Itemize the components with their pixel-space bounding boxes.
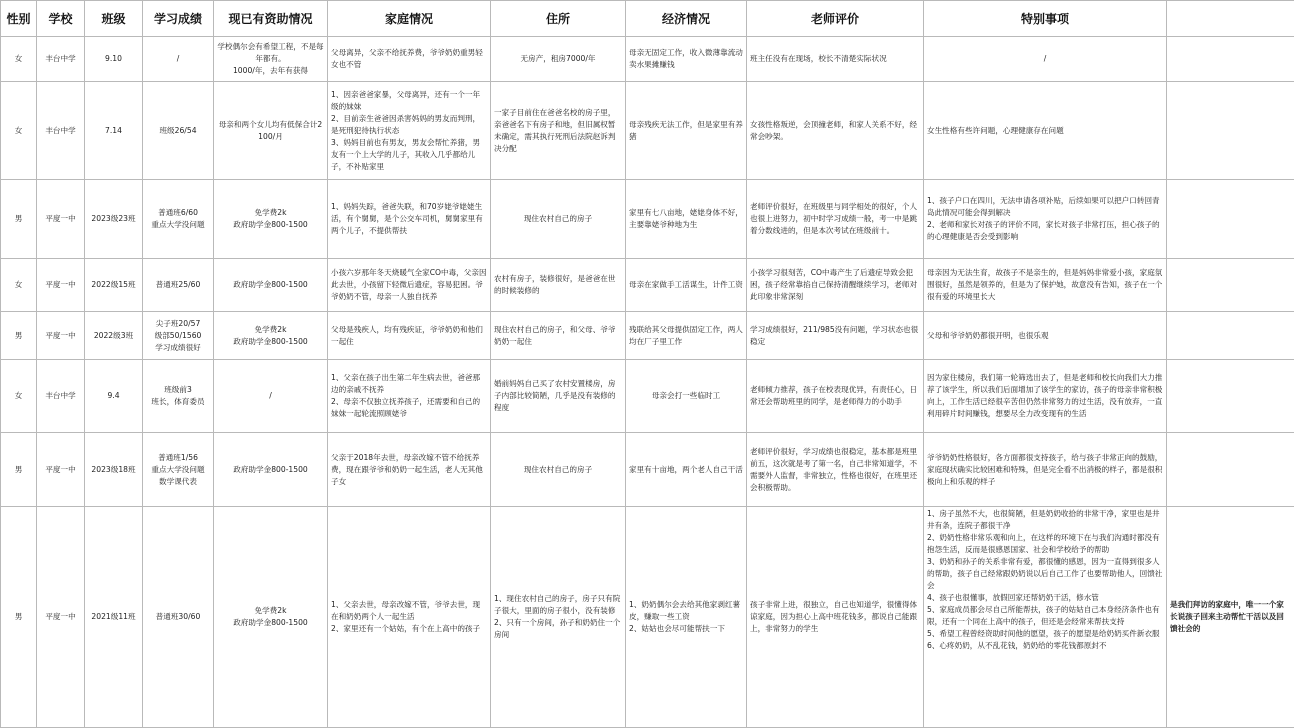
cell-residence[interactable]: 婚前妈妈自己买了农村安置楼房，房子内部比较简陋，几乎是没有装修的程度	[491, 360, 626, 433]
cell-class[interactable]: 2022级15班	[85, 259, 143, 312]
cell-note[interactable]	[1167, 433, 1294, 507]
cell-economy[interactable]: 残联给其父母提供固定工作，两人均在厂子里工作	[626, 312, 747, 360]
cell-note[interactable]	[1167, 360, 1294, 433]
cell-class[interactable]: 2022级3班	[85, 312, 143, 360]
cell-residence[interactable]: 1、现住农村自己的房子，房子只有院子很大，里面的房子很小，没有装修 2、只有一个房间，孙子和奶奶住一个房间	[491, 507, 626, 728]
table-row	[1, 360, 1294, 433]
cell-grades[interactable]: 普通班25/60	[143, 259, 214, 312]
cell-family[interactable]: 父母是残疾人，均有残疾证，爷爷奶奶和他们一起住	[328, 312, 491, 360]
cell-aid[interactable]: 政府助学金800-1500	[214, 259, 328, 312]
cell-family[interactable]: 1、因亲爸爸家暴，父母离异，还有一个一年级的妹妹 2、目前亲生爸爸因杀害妈妈的男友而判刑，是死刑犯待执行状态 3、妈妈目前也有男友，男友会帮忙养猪，男友有一个上大学的儿子，其收入几乎都给儿子，不补贴家里	[328, 82, 491, 180]
cell-class[interactable]: 2023级23班	[85, 180, 143, 259]
cell-family[interactable]: 1、妈妈失踪，爸爸失联，和70岁姥爷姥姥生活，有个舅舅，是个公交车司机，舅舅家里有两个儿子，不提供帮扶	[328, 180, 491, 259]
header-aid[interactable]: 现已有资助情况	[214, 1, 328, 37]
cell-teacher[interactable]: 老师评价很好，在班级里与同学相处的很好，个人也很上进努力，初中时学习成绩一般，考一中是跳着分数线进的，但是本次考试在班级前十。	[747, 180, 924, 259]
cell-aid[interactable]: /	[214, 360, 328, 433]
cell-economy[interactable]: 家里有十亩地，两个老人自己干活	[626, 433, 747, 507]
cell-family[interactable]: 父亲于2018年去世，母亲改嫁不管不给抚养费，现在跟爷爷和奶奶一起生活，老人无其他子女	[328, 433, 491, 507]
cell-family[interactable]: 小孩六岁那年冬天烧暖气全家CO中毒，父亲因此去世，小孩留下轻微后遗症，容易犯困。爷爷奶奶不管，母亲一人独自抚养	[328, 259, 491, 312]
header-empty-cell[interactable]	[1167, 1, 1294, 37]
cell-school[interactable]: 平度一中	[37, 180, 85, 259]
cell-special[interactable]: 因为家住楼房，我们第一轮筛选出去了，但是老师和校长向我们大力推荐了该学生，所以我们后面增加了该学生的家访，孩子的母亲非常积极向上，工作生活已经很辛苦但仍然非常努力的过生活，没有放弃，一直利用碎片时间赚钱，想要尽全力改变现有的生活	[924, 360, 1167, 433]
cell-note[interactable]	[1167, 312, 1294, 360]
header-class[interactable]: 班级	[85, 1, 143, 37]
cell-residence[interactable]: 农村有房子，装修很好，是爸爸在世的时候装修的	[491, 259, 626, 312]
cell-school[interactable]: 平度一中	[37, 312, 85, 360]
cell-note[interactable]	[1167, 82, 1294, 180]
cell-economy[interactable]: 母亲残疾无法工作，但是家里有养猪	[626, 82, 747, 180]
cell-gender[interactable]: 男	[1, 180, 37, 259]
cell-economy[interactable]: 1、奶奶偶尔会去给其他家剥红薯皮，赚取一些工资 2、姑姑也会尽可能帮扶一下	[626, 507, 747, 728]
cell-class[interactable]: 2023级18班	[85, 433, 143, 507]
cell-class[interactable]: 2021级11班	[85, 507, 143, 728]
cell-teacher[interactable]: 小孩学习很刻苦，CO中毒产生了后遗症导致会犯困，孩子经常靠掐自己保持清醒继续学习，老师对此印象非常深刻	[747, 259, 924, 312]
cell-note[interactable]: 是我们拜访的家庭中，唯一一个家长说孩子回来主动帮忙干活以及回馈社会的	[1167, 507, 1294, 728]
header-special[interactable]: 特别事项	[924, 1, 1167, 37]
cell-family[interactable]: 父母离异，父亲不给抚养费，爷爷奶奶重男轻女也不管	[328, 37, 491, 82]
table-row	[1, 433, 1294, 507]
table-row	[1, 312, 1294, 360]
cell-note[interactable]	[1167, 37, 1294, 82]
cell-class[interactable]: 7.14	[85, 82, 143, 180]
header-residence[interactable]: 住所	[491, 1, 626, 37]
cell-special[interactable]: 父母和爷爷奶奶都很开明，也很乐观	[924, 312, 1167, 360]
table-row	[1, 507, 1294, 728]
cell-aid[interactable]: 免学费2k 政府助学金800-1500	[214, 180, 328, 259]
cell-residence[interactable]: 一家子目前住在爸爸名校的房子里，亲爸爸名下有房子和地，但旧属权暂未确定，需其执行死刑后法院赵诉判决分配	[491, 82, 626, 180]
cell-grades[interactable]: /	[143, 37, 214, 82]
cell-gender[interactable]: 男	[1, 312, 37, 360]
cell-economy[interactable]: 家里有七八亩地，姥姥身体不好，主要靠姥爷种地为生	[626, 180, 747, 259]
cell-special[interactable]: /	[924, 37, 1167, 82]
cell-grades[interactable]: 班级前3 班长，体育委员	[143, 360, 214, 433]
cell-gender[interactable]: 女	[1, 82, 37, 180]
table-row	[1, 82, 1294, 180]
cell-teacher[interactable]: 学习成绩很好，211/985没有问题，学习状态也很稳定	[747, 312, 924, 360]
cell-school[interactable]: 平度一中	[37, 507, 85, 728]
cell-aid[interactable]: 免学费2k 政府助学金800-1500	[214, 507, 328, 728]
cell-special[interactable]: 1、孩子户口在四川，无法申请各项补贴，后续如果可以把户口转回青岛此情况可能会得到解决 2、老师和家长对孩子的评价不同，家长对孩子非常打压，担心孩子的的心理健康是否会受到影响	[924, 180, 1167, 259]
cell-school[interactable]: 平度一中	[37, 433, 85, 507]
cell-teacher[interactable]: 老师倾力推荐，孩子在校表现优异，有责任心，日常还会帮助班里的同学，是老师得力的小助手	[747, 360, 924, 433]
cell-aid[interactable]: 学校偶尔会有希望工程，不是每年都有。 1000/年，去年有获得	[214, 37, 328, 82]
cell-residence[interactable]: 现住农村自己的房子	[491, 433, 626, 507]
cell-special[interactable]: 爷爷奶奶性格很好，各方面都很支持孩子，给与孩子非常正向的鼓励，家庭现状确实比较困难和特殊，但是完全看不出消极的样子，都是很积极向上和乐观的样子	[924, 433, 1167, 507]
cell-economy[interactable]: 母亲在家做手工活谋生，计件工资	[626, 259, 747, 312]
header-economy[interactable]: 经济情况	[626, 1, 747, 37]
header-school[interactable]: 学校	[37, 1, 85, 37]
cell-school[interactable]: 平度一中	[37, 259, 85, 312]
cell-gender[interactable]: 女	[1, 37, 37, 82]
cell-note[interactable]	[1167, 259, 1294, 312]
cell-aid[interactable]: 政府助学金800-1500	[214, 433, 328, 507]
cell-teacher[interactable]: 班主任没有在现场，校长不清楚实际状况	[747, 37, 924, 82]
cell-grades[interactable]: 普通班30/60	[143, 507, 214, 728]
cell-note[interactable]	[1167, 180, 1294, 259]
header-grades[interactable]: 学习成绩	[143, 1, 214, 37]
cell-special[interactable]: 1、房子虽然不大，也很简陋，但是奶奶收拾的非常干净，家里也是井井有条，连院子都很干净 2、奶奶性格非常乐观和向上，在这样的环境下在与我们沟通时都没有抱怨生活，反而是很感恩国家、社会和学校给予的帮助 3、奶奶和孙子的关系非常有爱，都很懂的感恩，因为一直得到很多人的帮助，孩子自己经常跟奶奶说以后自己工作了也要帮助他人，回馈社会 4、孩子也很懂事，放假回家还帮奶奶干活，修水管 5、家庭成员都会尽自己所能帮扶，孩子的姑姑自己本身经济条件也有限，还有一个同在上高中的孩子，但还是会经常来帮扶支持 5、希望工程曾经资助时间他的愿望，孩子的愿望是给奶奶买件新衣服 6、心疼奶奶，从不乱花钱，奶奶给的零花钱都原封不	[924, 507, 1167, 728]
cell-gender[interactable]: 男	[1, 507, 37, 728]
cell-grades[interactable]: 尖子班20/57 级部50/1560 学习成绩很好	[143, 312, 214, 360]
header-teacher[interactable]: 老师评价	[747, 1, 924, 37]
cell-residence[interactable]: 现住农村自己的房子	[491, 180, 626, 259]
cell-grades[interactable]: 班级26/54	[143, 82, 214, 180]
table-row	[1, 37, 1294, 82]
cell-grades[interactable]: 普通班1/56 重点大学没问题 数学课代表	[143, 433, 214, 507]
cell-special[interactable]: 女生性格有些许问题，心理健康存在问题	[924, 82, 1167, 180]
cell-class[interactable]: 9.10	[85, 37, 143, 82]
cell-teacher[interactable]: 孩子非常上进，很独立，自己也知道学，很懂得体谅家庭，因为担心上高中班花钱多，都说自己能跟上，非常努力的学生	[747, 507, 924, 728]
cell-aid[interactable]: 免学费2k 政府助学金800-1500	[214, 312, 328, 360]
table-row	[1, 180, 1294, 259]
cell-residence[interactable]: 现住农村自己的房子，和父母、爷爷奶奶一起住	[491, 312, 626, 360]
table-row	[1, 259, 1294, 312]
header-family[interactable]: 家庭情况	[328, 1, 491, 37]
cell-family[interactable]: 1、父亲去世，母亲改嫁不管，爷爷去世，现在和奶奶两个人一起生活 2、家里还有一个姑姑，有个在上高中的孩子	[328, 507, 491, 728]
cell-teacher[interactable]: 女孩性格叛逆，会顶撞老师，和家人关系不好，经常会吵架。	[747, 82, 924, 180]
cell-gender[interactable]: 女	[1, 259, 37, 312]
cell-gender[interactable]: 男	[1, 433, 37, 507]
header-row	[1, 1, 1294, 37]
cell-school[interactable]: 丰台中学	[37, 82, 85, 180]
cell-family[interactable]: 1、父亲在孩子出生第二年生病去世，爸爸那边的亲戚不抚养 2、母亲不仅独立抚养孩子，还需要和自己的妹妹一起轮流照顾姥爷	[328, 360, 491, 433]
cell-residence[interactable]: 无房产，租房7000/年	[491, 37, 626, 82]
cell-special[interactable]: 母亲因为无法生育，故孩子不是亲生的，但是妈妈非常爱小孩，家庭氛围很好，虽然是领养的，但是为了保护她，故意没有告知，孩子在一个很有爱的环境里长大	[924, 259, 1167, 312]
cell-economy[interactable]: 母亲会打一些临时工	[626, 360, 747, 433]
cell-economy[interactable]: 母亲无固定工作，收入微薄靠流动卖水果摊赚钱	[626, 37, 747, 82]
cell-teacher[interactable]: 老师评价很好，学习成绩也很稳定，基本都是班里前五，这次就是考了第一名，自己非常知道学，不需要外人监督，非常独立，性格也很好，在班里还会积极帮助。	[747, 433, 924, 507]
cell-class[interactable]: 9.4	[85, 360, 143, 433]
cell-gender[interactable]: 女	[1, 360, 37, 433]
cell-aid[interactable]: 母亲和两个女儿均有低保合计2100/月	[214, 82, 328, 180]
cell-grades[interactable]: 普通班6/60 重点大学没问题	[143, 180, 214, 259]
header-gender[interactable]: 性别	[1, 1, 37, 37]
cell-school[interactable]: 丰台中学	[37, 360, 85, 433]
cell-school[interactable]: 丰台中学	[37, 37, 85, 82]
